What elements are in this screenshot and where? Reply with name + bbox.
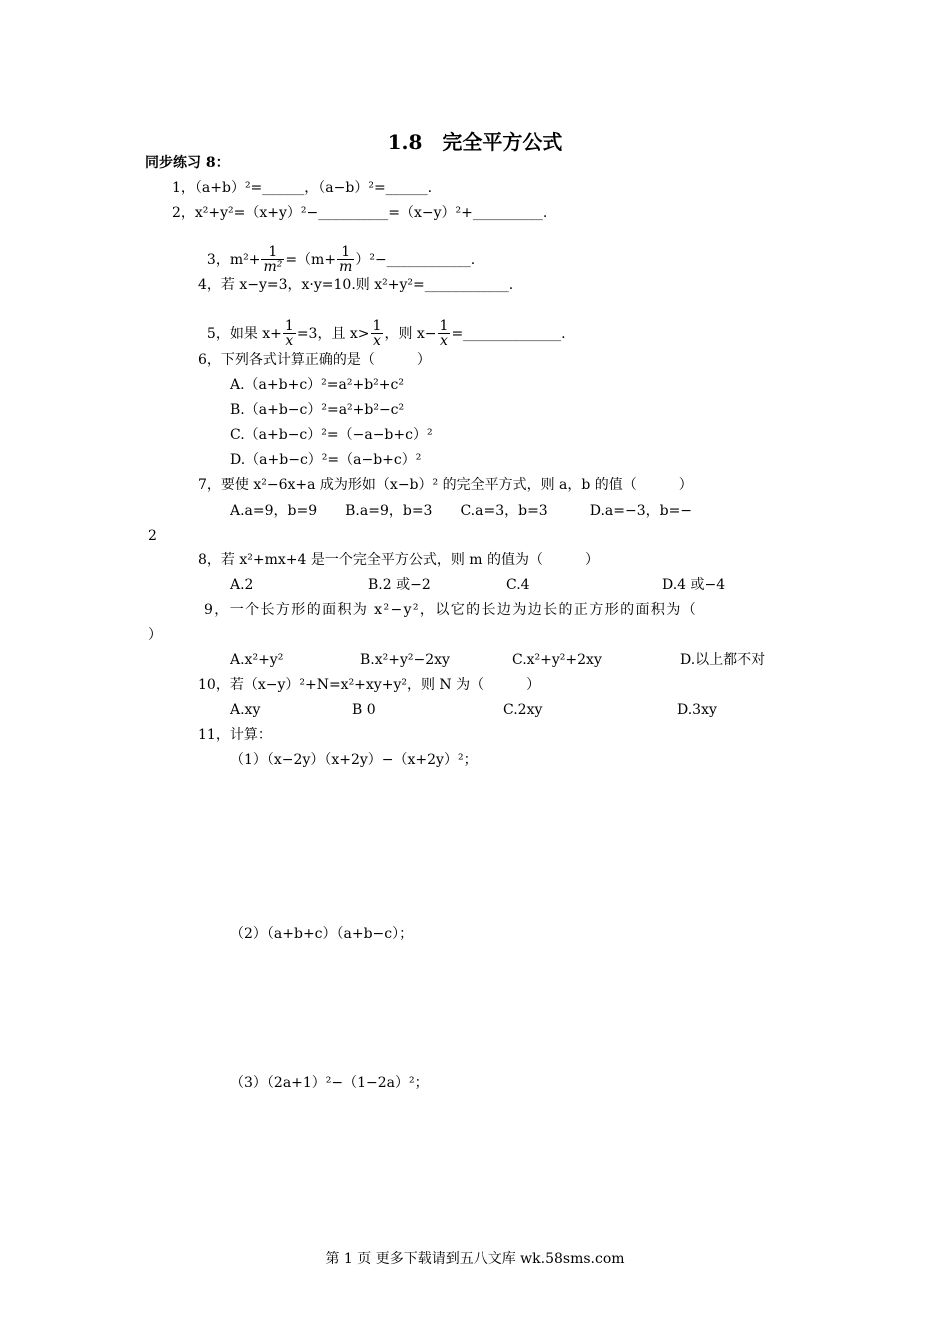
question-10-option-c: C.2xy <box>503 702 543 718</box>
question-9-wrap: ） <box>148 627 162 643</box>
question-11-part-2: （2）（a+b+c）（a+b−c）； <box>230 926 414 942</box>
question-6-option-a: A.（a+b+c）²=a²+b²+c² <box>230 377 404 393</box>
q5-fraction-1: $\frac{1}{x}$ <box>284 317 294 350</box>
question-2: 2，x²+y²=（x+y）²−__________=（x−y）²+__________. <box>172 205 548 221</box>
q5-post: =______________. <box>451 325 566 342</box>
question-8-option-b: B.2 或−2 <box>368 577 431 593</box>
q3-pre: 3，m²+ <box>206 251 261 268</box>
question-10-option-b: B 0 <box>352 702 376 718</box>
question-11-stem: 11，计算： <box>198 727 272 743</box>
question-8-option-d: D.4 或−4 <box>662 577 726 593</box>
q5-pre: 5，如果 x+ <box>206 325 282 342</box>
question-1: 1，（a+b）²=______，（a−b）²=______. <box>172 180 433 196</box>
question-11-part-3: （3）（2a+1）²−（1−2a）²； <box>230 1075 429 1091</box>
question-10-option-a: A.xy <box>230 702 261 718</box>
question-10-option-d: D.3xy <box>677 702 717 718</box>
page-footer: 第 1 页 更多下载请到五八文库 wk.58sms.com <box>325 1251 625 1267</box>
q3-post: ）²−____________. <box>355 251 476 268</box>
question-4: 4，若 x−y=3，x·y=10.则 x²+y²=____________. <box>198 277 514 293</box>
question-7-options: A.a=9，b=9 B.a=9，b=3 C.a=3，b=3 D.a=−3，b=− <box>230 503 693 519</box>
question-6-stem: 6，下列各式计算正确的是（ ） <box>198 352 431 368</box>
question-7-stem: 7，要使 x²−6x+a 成为形如（x−b）² 的完全平方式，则 a，b 的值（ ） <box>198 477 693 493</box>
q3-mid: =（m+ <box>285 251 337 268</box>
question-6-option-d: D.（a+b−c）²=（a−b+c）² <box>230 452 422 468</box>
page-title: 1.8 完全平方公式 <box>387 130 563 154</box>
question-11-part-1: （1）（x−2y）（x+2y）−（x+2y）²； <box>230 752 478 768</box>
q5-mid2: ，则 x− <box>384 325 437 342</box>
question-6-option-b: B.（a+b−c）²=a²+b²−c² <box>230 402 405 418</box>
exercise-subtitle: 同步练习 8： <box>145 155 230 171</box>
question-7-wrap: 2 <box>148 528 157 544</box>
question-9-option-c: C.x²+y²+2xy <box>512 652 602 668</box>
q3-fraction-2: $\frac{1}{m}$ <box>339 243 353 276</box>
question-10-stem: 10，若（x−y）²+N=x²+xy+y²，则 N 为（ ） <box>198 677 541 693</box>
q5-fraction-2: $\frac{1}{x}$ <box>372 317 382 350</box>
question-9-stem: 9，一个长方形的面积为 x²−y²，以它的长边为边长的正方形的面积为（ <box>204 602 698 618</box>
question-9-option-d: D.以上都不对 <box>680 652 766 668</box>
q5-fraction-3: $\frac{1}{x}$ <box>439 317 449 350</box>
question-8-option-a: A.2 <box>230 577 254 593</box>
question-9-option-a: A.x²+y² <box>230 652 284 668</box>
question-9-option-b: B.x²+y²−2xy <box>360 652 450 668</box>
question-8-stem: 8，若 x²+mx+4 是一个完全平方公式，则 m 的值为（ ） <box>198 552 600 568</box>
question-5 <box>198 302 566 349</box>
q5-mid: =3，且 x> <box>296 325 370 342</box>
question-3 <box>198 228 475 275</box>
question-6-option-c: C.（a+b−c）²=（−a−b+c）² <box>230 427 433 443</box>
question-8-option-c: C.4 <box>506 577 530 593</box>
q3-fraction-1: $\frac{1}{\text{m²}}$ <box>263 243 283 276</box>
